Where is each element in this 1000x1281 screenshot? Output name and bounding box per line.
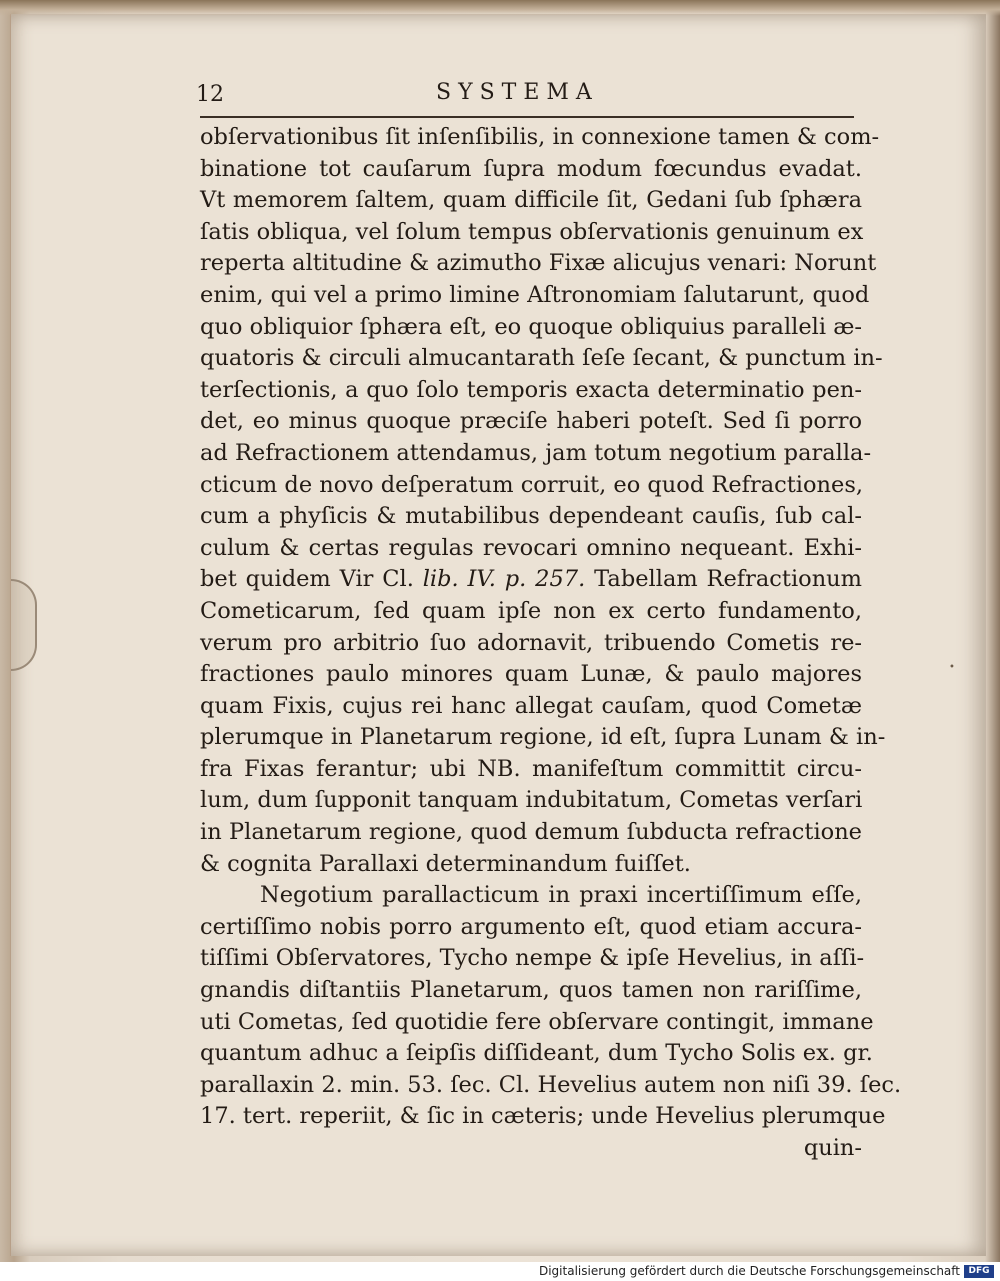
- text-line: quantum adhuc a ſeipſis diſſideant, dum Tycho Solis ex. gr.: [200, 1040, 873, 1067]
- page-number: 12: [196, 82, 224, 107]
- paragraph-start: Negotium parallacticum in praxi incertiſſimum eſſe,: [260, 882, 862, 909]
- text-line: reperta altitudine & azimutho Fixæ alicujus venari: Norunt: [200, 250, 877, 277]
- page-clasp-shadow: [11, 579, 37, 671]
- running-head: SYSTEMA: [436, 80, 599, 105]
- text-line-with-reference: [200, 564, 862, 596]
- text-line: Vt memorem ſaltem, quam difficile ſit, Gedani ſub ſphæra: [200, 187, 862, 214]
- text-line: verum pro arbitrio ſuo adornavit, tribuendo Cometis re-: [200, 629, 862, 656]
- body-text: [200, 122, 902, 1165]
- text-line: cticum de novo deſperatum corruit, eo quod Refractiones,: [200, 471, 864, 498]
- page-mark: •: [949, 662, 955, 673]
- catchword: quin-: [803, 1135, 862, 1161]
- text-line: ſatis obliqua, vel ſolum tempus obſervationis genuinum ex: [200, 218, 864, 245]
- text-line: binatione tot cauſarum ſupra modum fœcundus evadat.: [200, 155, 862, 182]
- text-line: lum, dum ſupponit tanquam indubitatum, Cometas verſari: [200, 787, 863, 814]
- text-line: det, eo minus quoque præciſe haberi poteſt. Sed ſi porro: [200, 408, 862, 435]
- text-line: plerumque in Planetarum regione, id eſt, ſupra Lunam & in-: [200, 724, 886, 751]
- text-line: culum & certas regulas revocari omnino nequeant. Exhi-: [200, 534, 862, 561]
- text-line: 17. tert. reperiit, & ſic in cæteris; unde Hevelius plerumque: [200, 1103, 886, 1130]
- header-rule: [200, 116, 854, 118]
- text-line: quo obliquior ſphæra eſt, eo quoque obliquius paralleli æ-: [200, 313, 862, 340]
- dfg-logo: DFG: [964, 1265, 994, 1278]
- book-top-edge: [0, 0, 1000, 16]
- text-line: uti Cometas, ſed quotidie fere obſervare contingit, immane: [200, 1008, 874, 1035]
- text-line: fractiones paulo minores quam Lunæ, & paulo majores: [200, 661, 862, 688]
- text-line: cum a phyſicis & mutabilibus dependeant cauſis, ſub cal-: [200, 503, 862, 530]
- text-line: terſectionis, a quo ſolo temporis exacta determinatio pen-: [200, 376, 862, 403]
- text-line: certiſſimo nobis porro argumento eſt, quod etiam accura-: [200, 913, 862, 940]
- text-line: Cometicarum, ſed quam ipſe non ex certo fundamento,: [200, 597, 862, 624]
- text-line: in Planetarum regione, quod demum ſubducta refractione: [200, 819, 862, 846]
- reference-tail: Tabellam Refractionum: [594, 566, 863, 593]
- book-reference: lib. IV. p. 257.: [422, 566, 586, 593]
- text-line: ad Refractionem attendamus, jam totum negotium paralla-: [200, 439, 872, 466]
- reference-lead: bet quidem Vir Cl.: [200, 566, 414, 593]
- text-line: fra Fixas ferantur; ubi NB. manifeſtum committit circu-: [200, 755, 862, 782]
- text-line: quam Fixis, cujus rei hanc allegat cauſam, quod Cometæ: [200, 692, 862, 719]
- text-line: quatoris & circuli almucantarath ſeſe ſecant, & punctum in-: [200, 345, 883, 372]
- text-line: parallaxin 2. min. 53. ſec. Cl. Hevelius autem non niſi 39. ſec.: [200, 1071, 902, 1098]
- text-line: tiſſimi Obſervatores, Tycho nempe & ipſe Hevelius, in aſſi-: [200, 945, 865, 972]
- text-line: obſervationibus ſit inſenſibilis, in connexione tamen & com-: [200, 124, 880, 150]
- text-line: & cognita Parallaxi determinandum fuiſſet.: [200, 850, 691, 877]
- footer-bar: [0, 1262, 1000, 1281]
- funding-credit: Digitalisierung gefördert durch die Deutsche Forschungsgemeinschaft: [538, 1264, 960, 1278]
- text-line: enim, qui vel a primo limine Aſtronomiam ſalutarunt, quod: [200, 281, 870, 308]
- text-line: gnandis diſtantiis Planetarum, quos tamen non rariſſime,: [200, 977, 862, 1004]
